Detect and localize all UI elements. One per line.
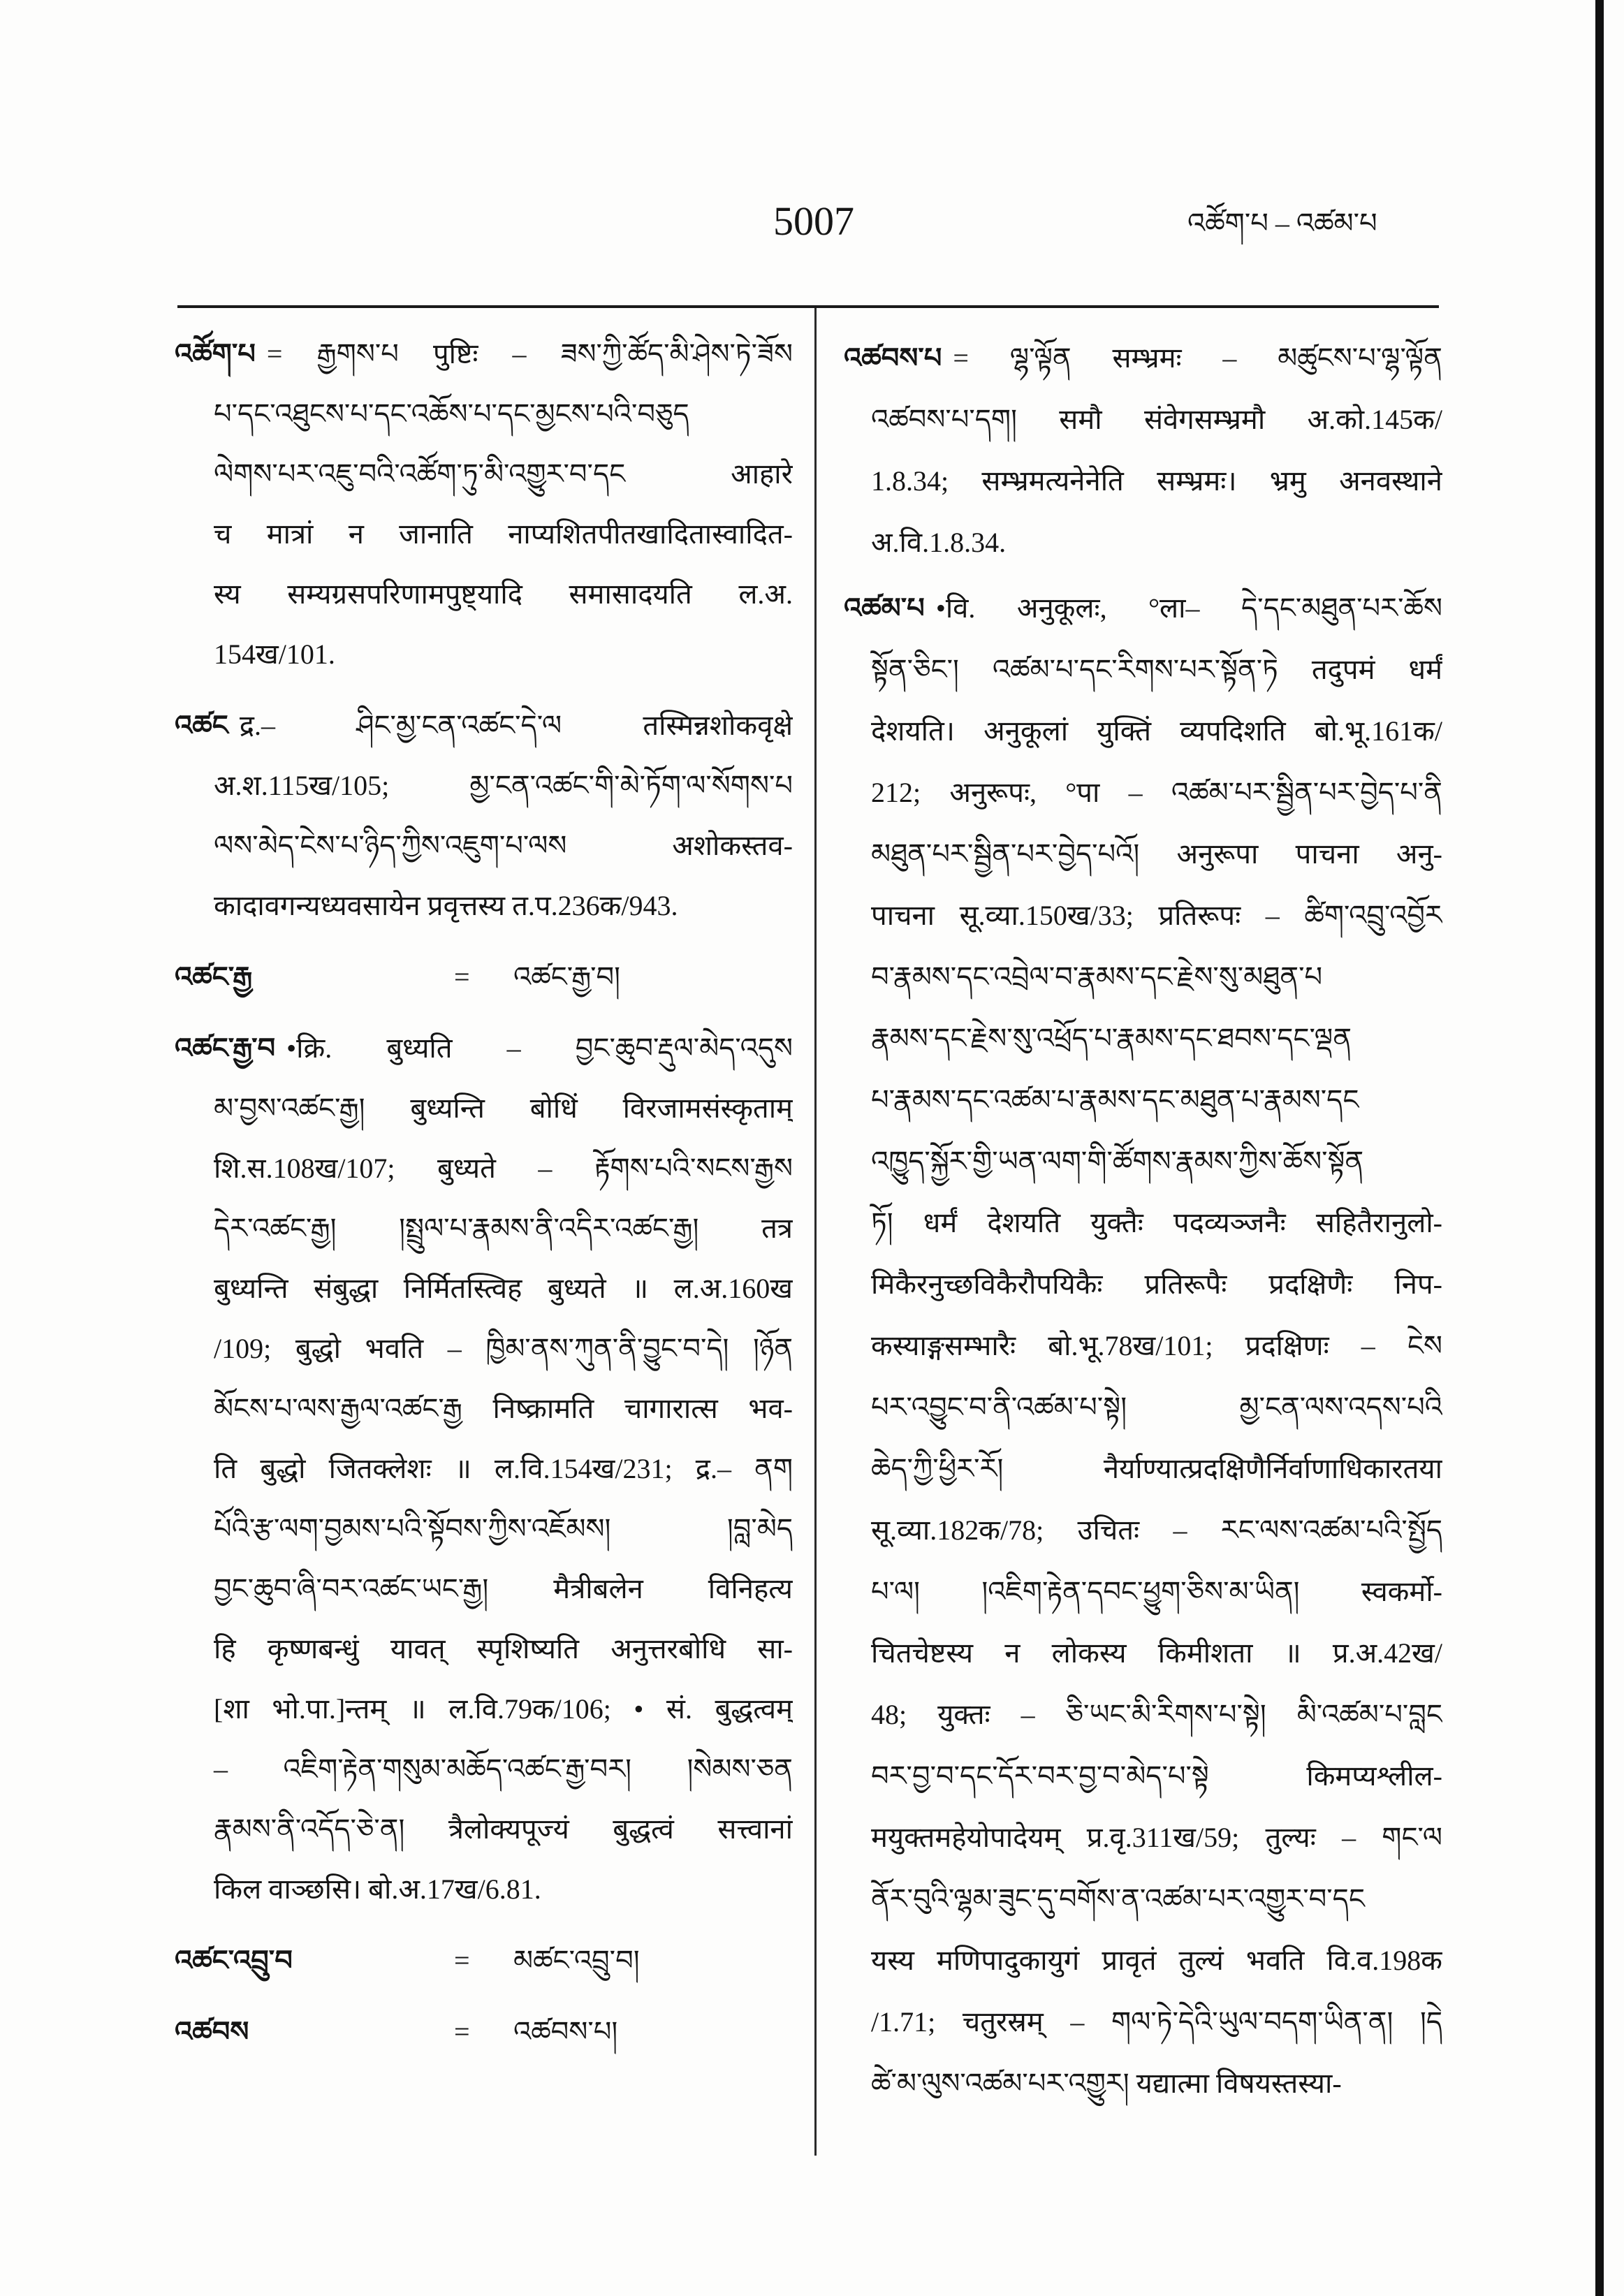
entry-line <box>175 1018 793 1078</box>
dictionary-entry <box>175 1931 793 1991</box>
entry-line: བ་རྣམས་དང་འབྲེལ་བ་རྣམས་དང་རྗེས་སུ་མཐུན་པ <box>871 961 1323 993</box>
headword: འཚམ་པ <box>844 592 925 624</box>
scan-edge-shadow <box>1595 0 1604 2296</box>
entry-line: देशयति। अनुकूलां युक्तिं व्यपदिशति बो.भू.161क/ <box>871 715 1442 747</box>
entry-text: •वि. अनुकूलः, °ला– དེ་དང་མཐུན་པར་ཆོས <box>935 592 1442 624</box>
entry-line: 154ख/101. <box>214 638 335 670</box>
dictionary-entry <box>844 328 1442 573</box>
entry-line: च मात्रां न जानाति नाप्यशितपीतखादितास्वादित- <box>214 518 793 550</box>
entry-text: = ལྷ་ལྟོན सम्भ्रमः – མཚུངས་པ་ལྷ་ལྟོན <box>953 342 1442 374</box>
cross-reference <box>175 2002 793 2062</box>
entry-line <box>844 578 1442 639</box>
entry-line: སྟོན་ཅིང་། འཚམ་པ་དང་རིགས་པར་སྟོན་ཏེ तदुपमं धर्मं <box>871 654 1442 685</box>
entry-line: ཆེད་ཀྱི་ཕྱིར་རོ། नैर्याण्यात्प्रदक्षिणैर्निर्वाणाधिकारतया <box>871 1453 1442 1484</box>
entry-line <box>175 696 793 756</box>
entry-line: 1.8.34; सम्भ्रमत्यनेनेति सम्भ्रमः। भ्रमु अनवस्थाने <box>871 465 1442 497</box>
entry-line: ति बुद्धो जितक्लेशः ॥ ल.वि.154ख/231; द्र.– ནག <box>214 1453 793 1484</box>
entry-line <box>175 324 793 384</box>
entry-line: མོངས་པ་ལས་རྒྱལ་འཚང་རྒྱ निष्क्रामति चागारात्स भव- <box>214 1393 793 1424</box>
entry-line: པོའི་རྩ་ལག་བྱམས་པའི་སྟོབས་ཀྱིས་འཇོམས། །བླ་མེད <box>214 1513 793 1544</box>
dictionary-entry <box>844 578 1442 2114</box>
header-rule <box>177 305 1439 308</box>
entry-line: ལས་མེད་ངེས་པ་ཉིད་ཀྱིས་འཇུག་པ་ལས अशोकस्तव- <box>214 830 793 861</box>
entry-line: – འཇིག་རྟེན་གསུམ་མཆོད་འཚང་རྒྱ་བར། །སེམས་ཅན <box>214 1753 793 1785</box>
entry-line: स्य सम्यग्रसपरिणामपुष्ट्यादि समासादयति ल.अ. <box>214 578 793 610</box>
cross-reference <box>175 1931 793 1991</box>
page-number: 5007 <box>773 198 854 244</box>
entry-line: शि.स.108ख/107; बुध्यते – རྟོགས་པའི་སངས་རྒྱས <box>214 1153 793 1184</box>
dictionary-entry <box>175 696 793 936</box>
equals-sign: = <box>454 961 470 993</box>
entry-line: 48; युक्तः – ཅི་ཡང་མི་རིགས་པ་སྟེ། མི་འཚམ་པ་བླང <box>871 1699 1442 1730</box>
column-divider <box>814 308 817 2156</box>
entry-line: མཐུན་པར་སྦྱིན་པར་བྱེད་པའོ། अनुरूपा पाचना अनु- <box>871 838 1442 870</box>
entry-line: किल वाञ्छसि। बो.अ.17ख/6.81. <box>214 1873 541 1905</box>
entry-line: अ.वि.1.8.34. <box>871 527 1007 558</box>
headword: འཚབས <box>175 2016 249 2047</box>
entry-line: རྣམས་དང་རྗེས་སུ་འཕྲོད་པ་རྣམས་དང་ཐབས་དང་ལྡན <box>871 1023 1352 1054</box>
entry-line: འཁྱུད་སྐྱོར་གྱི་ཡན་ལག་གི་ཚོགས་རྣམས་ཀྱིས་ཆོས་སྟོན <box>871 1146 1364 1177</box>
entry-line: यस्य मणिपादुकायुगं प्रावृतं तुल्यं भवति वि.व.198क <box>871 1945 1442 1976</box>
entry-line: ཚེ་མ་ལུས་འཚམ་པར་འགྱུར། यद्यात्मा विषयस्तस्या- <box>871 2068 1342 2099</box>
entry-line: चितचेष्टस्य न लोकस्य किमीशता ॥ प्र.अ.42ख/ <box>871 1637 1442 1669</box>
headword: འཚོག་པ <box>175 338 256 370</box>
entry-line: པ་ལ། །འཇིག་རྟེན་དབང་ཕྱུག་ཅིས་མ་ཡིན། स्वकर्मो- <box>871 1576 1442 1607</box>
headword: འཚང་རྒྱ <box>175 961 253 993</box>
entry-line: 212; अनुरूपः, °पा – འཚམ་པར་སྦྱིན་པར་བྱེད་པ་ནི <box>871 777 1442 808</box>
entry-line: पाचना सू.व्या.150ख/33; प्रतिरूपः – ཚིག་འབྲུ་འབྱོར <box>871 900 1442 931</box>
entry-line: /109; बुद्धो भवति – ཁྱིམ་ནས་ཀུན་ནི་བྱུང་བ་དེ། །ཉོན <box>214 1333 793 1364</box>
entry-line: /1.71; चतुरस्रम् – གལ་ཏེ་དེའི་ཡུལ་བདག་ཡིན་ན། །དེ <box>871 2006 1442 2038</box>
entry-line: बुध्यन्ति संबुद्धा निर्मितस्त्विह बुध्यते ॥ ल.अ.160ख <box>214 1273 793 1304</box>
column-left <box>175 324 793 2073</box>
entry-line: मिकैरनुच्छविकैरौपयिकैः प्रतिरूपैः प्रदक्षिणैः निप- <box>871 1268 1442 1300</box>
equals-sign: = <box>454 1945 470 1976</box>
entry-line <box>844 328 1442 389</box>
entry-line: འཚབས་པ་དག། समौ संवेगसम्भ्रमौ अ.को.145क/ <box>871 404 1442 435</box>
entry-line: सू.व्या.182क/78; उचितः – རང་ལས་འཚམ་པའི་སྤྱོད <box>871 1514 1442 1546</box>
entry-line: བྱང་ཆུབ་ཞི་བར་འཚང་ཡང་རྒྱ། मैत्रीबलेन विनिहत्य <box>214 1573 793 1604</box>
dictionary-entry <box>175 947 793 1007</box>
dictionary-entry <box>175 1018 793 1920</box>
entry-line: རྣམས་ནི་འདོད་ཅེ་ན། त्रैलोक्यपूज्यं बुद्धत्वं सत्त्वानां <box>214 1813 793 1845</box>
cross-reference-target: འཚབས་པ། <box>513 2016 618 2047</box>
entry-text: = རྒྱགས་པ पुष्टिः – ཟས་ཀྱི་ཚོད་མི་ཤེས་ཏེ་ཟོས <box>266 338 793 370</box>
entry-line: མ་བྱས་འཚང་རྒྱ། बुध्यन्ति बोधिं विरजामसंस्कृताम् <box>214 1092 793 1124</box>
entry-line: པ་རྣམས་དང་འཚམ་པ་རྣམས་དང་མཐུན་པ་རྣམས་དང <box>871 1084 1359 1116</box>
dictionary-entry <box>175 324 793 685</box>
headword: འཚང་རྒྱ་བ <box>175 1032 276 1064</box>
column-right <box>844 328 1442 2119</box>
cross-reference <box>175 947 793 1007</box>
headword: འཚབས་པ <box>844 342 942 374</box>
cross-reference-target: མཚང་འབྲུ་བ། <box>513 1945 640 1976</box>
entry-line: हि कृष्णबन्धुं यावत् स्पृशिष्यति अनुत्तरबोधि सा- <box>214 1633 793 1665</box>
equals-sign: = <box>454 2016 470 2047</box>
entry-line: मयुक्तमहेयोपादेयम् प्र.वृ.311ख/59; तुल्यः – གང་ལ <box>871 1822 1442 1853</box>
entry-line: [शा भो.पा.]न्तम् ॥ ल.वि.79क/106; • सं. बुद्धत्वम् <box>214 1693 793 1725</box>
entry-line: कादावगन्यध्यवसायेन प्रवृत्तस्य त.प.236क/943. <box>214 890 678 921</box>
cross-reference-target: འཚང་རྒྱ་བ། <box>513 961 621 993</box>
entry-line: कस्याङ्गसम्भारैः बो.भू.78ख/101; प्रदक्षिणः – ངེས <box>871 1330 1442 1361</box>
dictionary-entry <box>175 2002 793 2062</box>
entry-line: དེར་འཚང་རྒྱ། །སྤྲུལ་པ་རྣམས་ནི་འདིར་འཚང་རྒྱ། तत्र <box>214 1213 793 1244</box>
entry-line: ཏོ། धर्मं देशयति युक्तैः पदव्यञ्जनैः सहितैरानुलो- <box>871 1207 1442 1238</box>
entry-line: अ.श.115ख/105; མྱ་ངན་འཚང་གི་མེ་ཏོག་ལ་སོགས་པ <box>214 770 793 801</box>
entry-line: བར་བྱ་བ་དང་དོར་བར་བྱ་བ་མེད་པ་སྟེ किमप्यश्लील- <box>871 1760 1442 1792</box>
entry-text: •क्रि. बुध्यति – བྱང་ཆུབ་རྡུལ་མེད་འདུས <box>286 1032 793 1064</box>
running-head: འཚོག་པ – འཚམ་པ <box>1187 207 1377 239</box>
entry-line: ནོར་བུའི་ལྷམ་ཟུང་དུ་བགོས་ན་འཚམ་པར་འགྱུར་བ་དང <box>871 1883 1365 1915</box>
entry-text: द्र.– ཤིང་མྱ་ངན་འཚང་དེ་ལ तस्मिन्नशोकवृक्षे <box>239 710 793 741</box>
headword: འཚང <box>175 710 228 741</box>
entry-line: པར་འབྱུང་བ་ནི་འཚམ་པ་སྟེ། མྱ་ངན་ལས་འདས་པའི <box>871 1391 1442 1423</box>
headword: འཚང་འབྲུ་བ <box>175 1945 293 1976</box>
entry-line: པ་དང་འཐུངས་པ་དང་འཆོས་པ་དང་མྱངས་པའི་བཅུད <box>214 398 689 430</box>
entry-line: ལེགས་པར་འཇུ་བའི་འཚོག་ཏུ་མི་འགྱུར་བ་དང आहारे <box>214 458 793 490</box>
